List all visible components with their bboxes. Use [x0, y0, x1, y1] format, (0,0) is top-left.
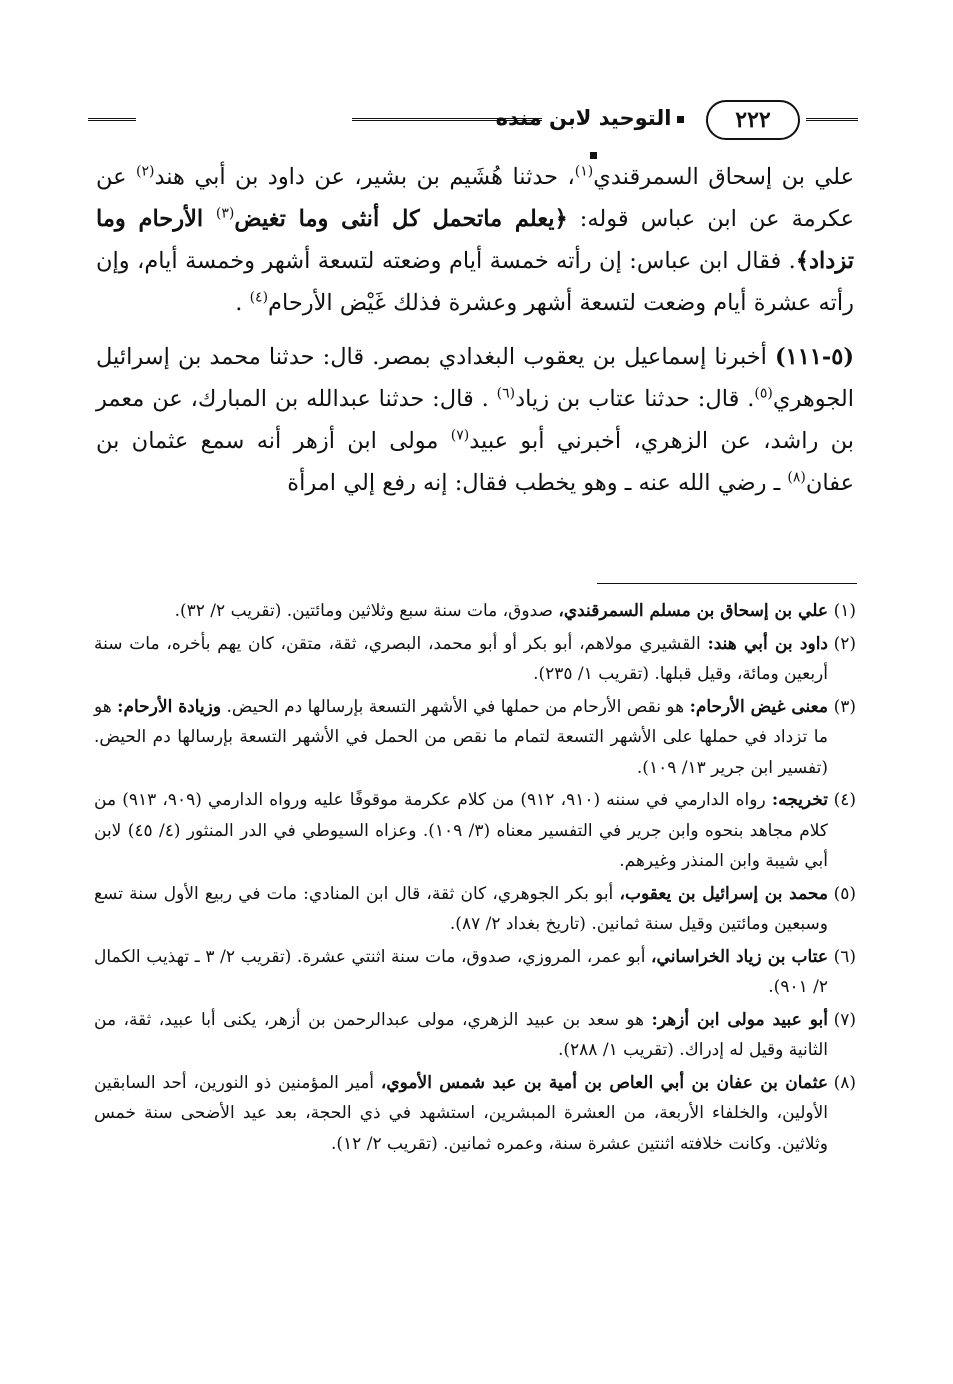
footnote-body: أبو عمر، المروزي، صدوق، مات سنة اثنتي عشرة. (تقريب ٢/ ٣ ـ تهذيب الكمال ٢/ ٩٠١). — [94, 946, 828, 997]
footnote-body: القشيري مولاهم، أبو بكر أو أبو محمد، البصري، ثقة، متقن، كان يهم بأخره، مات سنة أربعين ومائة، وقيل قبلها. (تقريب ١/ ٢٣٥). — [94, 633, 828, 684]
header-rule-middle — [352, 118, 542, 121]
footnote-body: أبو بكر الجوهري، كان ثقة، قال ابن المنادي: مات في ربيع الأول سنة تسع وسبعين ومائتين وقيل سنة ثمانين. (تاريخ بغداد ٢/ ٨٧). — [94, 883, 828, 934]
footnote-ref: (٢) — [135, 163, 155, 180]
paragraph-2 — [96, 336, 854, 504]
footnote-ref: (١) — [574, 163, 594, 180]
text-run: عن عكرمة عن ابن عباس قوله: — [96, 164, 855, 232]
footnote-heading: داود بن أبي هند: — [707, 633, 828, 654]
page-header — [88, 98, 858, 142]
quran-quote: الأرحام وما تزداد﴾ — [96, 206, 854, 274]
paragraph-1 — [96, 156, 854, 324]
text-run: أخبرنا إسماعيل بن يعقوب البغدادي بمصر. قال: حدثنا محمد بن إسرائيل الجوهري — [96, 344, 854, 412]
footnote-item — [94, 692, 856, 784]
footnote-item — [94, 785, 856, 877]
text-run: ـ رضي الله عنه ـ وهو يخطب فقال: إنه رفع إلي امرأة — [287, 470, 788, 496]
footnote-heading: معنى غيض الأرحام: — [689, 696, 828, 717]
footnote-heading: عثمان بن عفان بن أبي العاص بن أمية بن عبد شمس الأموي، — [380, 1072, 828, 1093]
footnote-body: هو سعد بن عبيد الزهري، مولى عبدالرحمن بن أزهر، يكنى أبا عبيد، ثقة، من الثانية وقيل له إدراك. (تقريب ١/ ٢٨٨). — [94, 1009, 828, 1060]
footnote-body: رواه الدارمي في سننه (٩١٠، ٩١٢) من كلام عكرمة موقوفًا عليه ورواه الدارمي (٩٠٩، ٩١٣) من كلام مجاهد بنحوه وابن جرير في التفسير معناه (٣/ ١٠٩). وعزاه السيوطي في الدر المنثور (٤/ ٤٥) لابن أبي شيبة وابن المنذر وغيرهم. — [94, 790, 829, 871]
footnote-number: (٦) — [833, 946, 856, 967]
footnote-text — [94, 1068, 828, 1160]
footnote-heading: محمد بن إسرائيل بن يعقوب، — [619, 883, 828, 904]
footnote-ref: (٧) — [450, 427, 470, 444]
footnote-body: أمير المؤمنين ذو النورين، أحد السابقين الأولين، والخلفاء الأربعة، من العشرة المبشرين، استشهد في ذي الحجة، بعد عيد الأضحى سنة خمس وثلاثين. وكانت خلافته اثنتين عشرة سنة، وعمره ثمانين. (تقريب ٢/ ١٢). — [94, 1072, 828, 1154]
footnote-heading: تخريجه: — [771, 790, 829, 810]
footnote-item — [94, 1068, 856, 1160]
footnote-item — [94, 942, 856, 1003]
text-run: . قال: حدثنا عتاب بن زياد — [515, 386, 755, 412]
hadith-number: (٥-١١١) — [774, 344, 854, 370]
footnote-number: (٤) — [833, 790, 856, 810]
header-rule-left — [88, 118, 136, 121]
quran-quote: ﴿يعلم ماتحمل كل أنثى وما تغيض — [234, 206, 568, 232]
text-run: مولى ابن أزهر أنه سمع عثمان بن عفان — [96, 428, 854, 496]
footnote-item — [94, 1005, 856, 1066]
footnote-ref: (٥) — [754, 385, 773, 402]
text-run: . فقال ابن عباس: إن رأته خمسة أيام وضعته لتسعة أشهر وخمسة أيام، وإن رأته عشرة أيام وضعت لتسعة أشهر وعشرة فذلك غَيْض الأرحام — [96, 248, 854, 316]
running-title-text: التوحيد لابن منده — [495, 106, 672, 130]
footnote-number: (٧) — [833, 1009, 856, 1030]
footnote-number: (٥) — [833, 883, 856, 904]
footnote-text — [94, 785, 828, 877]
footnote-body: صدوق، مات سنة سبع وثلاثين ومائتين. (تقريب ٢/ ٣٢). — [174, 601, 559, 621]
footnote-body: هو ما تزداد في حملها على الأشهر التسعة لتمام ما نقص من الحمل في الأشهر التسعة بإرسالها دم الحيض. (تفسير ابن جرير ١٣/ ١٠٩). — [94, 696, 828, 778]
footnote-text — [94, 942, 828, 1003]
footnote-ref: (٤) — [249, 289, 269, 306]
footnote-heading: عتاب بن زياد الخراساني، — [651, 946, 829, 967]
footnote-heading: أبو عبيد مولى ابن أزهر: — [651, 1009, 828, 1030]
text-run: علي بن إسحاق السمرقندي — [593, 164, 854, 190]
footnote-number: (٣) — [833, 696, 856, 717]
footnote-heading: وزيادة الأرحام: — [117, 696, 222, 717]
footnote-text — [94, 692, 828, 784]
footnote-heading: علي بن إسحاق بن مسلم السمرقندي، — [558, 601, 828, 621]
footnote-number: (٨) — [833, 1072, 856, 1093]
footnotes — [94, 596, 856, 1161]
footnote-number: (١) — [833, 601, 856, 621]
footnote-ref: (٨) — [787, 469, 806, 486]
footnote-text — [94, 596, 828, 627]
page-number: ٢٢٢ — [706, 100, 800, 140]
header-rule-right — [806, 118, 858, 121]
footnote-item — [94, 629, 856, 690]
footnote-ref: (٣) — [215, 205, 235, 222]
text-run: . — [235, 290, 250, 316]
footnote-text — [94, 879, 828, 940]
text-run: . قال: حدثنا عبدالله بن المبارك، عن معمر بن راشد، عن الزهري، أخبرني أبو عبيد — [96, 386, 854, 454]
footnote-number: (٢) — [833, 633, 856, 654]
main-text — [96, 156, 854, 504]
footnote-text — [94, 629, 828, 690]
footnote-body: هو نقص الأرحام من حملها في الأشهر التسعة بإرسالها دم الحيض. — [221, 696, 690, 717]
footnote-text — [94, 1005, 828, 1066]
square-ornament-icon — [677, 116, 684, 123]
footnote-ref: (٦) — [496, 385, 516, 402]
footnote-item — [94, 879, 856, 940]
footnote-item — [94, 596, 856, 627]
text-run: ، حدثنا هُشَيم بن بشير، عن داود بن أبي هند — [154, 164, 575, 190]
footnote-divider — [597, 583, 857, 584]
